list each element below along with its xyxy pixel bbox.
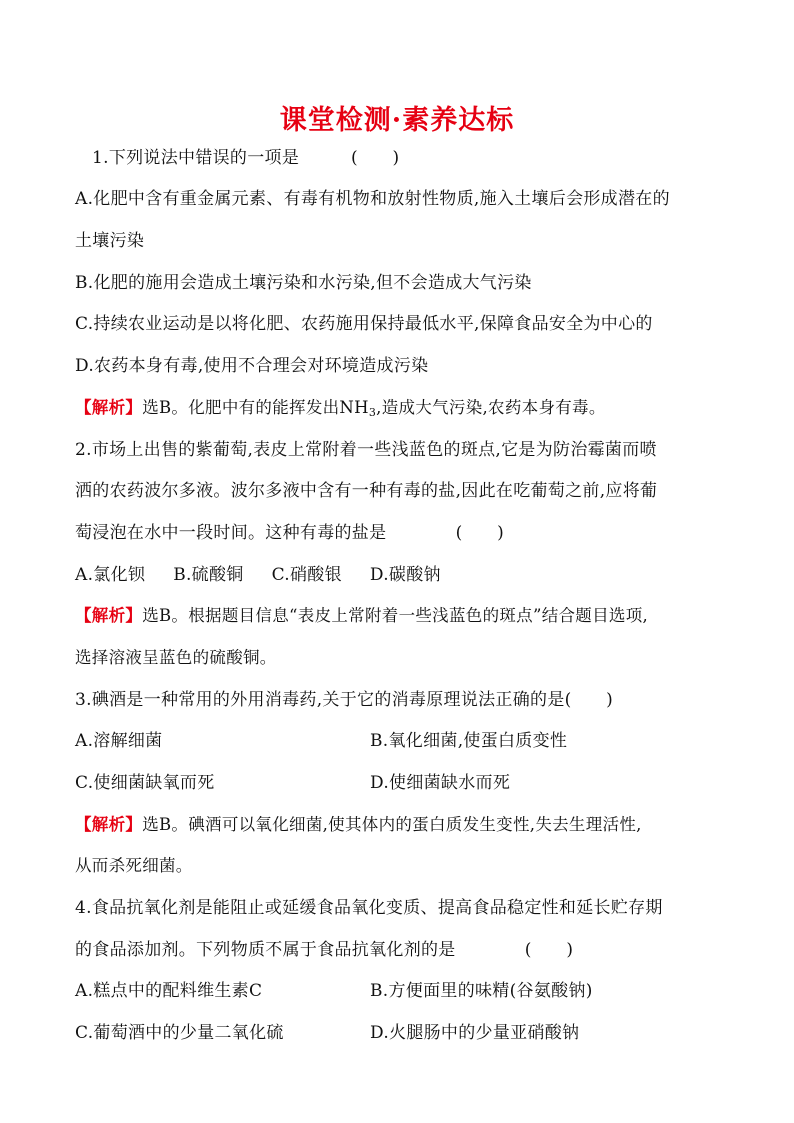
q1-answer-text-end: ,造成大气污染,农药本身有毒。	[376, 398, 606, 417]
q1-option-b: B.化肥的施用会造成土壤污染和水污染,但不会造成大气污染	[75, 273, 532, 293]
q4-option-a: A.糕点中的配料维生素C	[75, 981, 263, 1001]
q4-option-d: D.火腿肠中的少量亚硝酸钠	[370, 1023, 580, 1043]
q3-option-d: D.使细菌缺水而死	[370, 773, 511, 793]
q1-option-c: C.持续农业运动是以将化肥、农药施用保持最低水平,保障食品安全为中心的	[75, 314, 653, 334]
q2-answer-line2: 选择溶液呈蓝色的硫酸铜。	[75, 648, 277, 667]
q3-option-c: C.使细菌缺氧而死	[75, 773, 215, 793]
analysis-tag: 【解析】	[75, 815, 143, 834]
q2-answer-text: 选B。根据题目信息“表皮上常附着一些浅蓝色的斑点”结合题目选项,	[142, 606, 649, 625]
q1-option-a-line2: 土壤污染	[75, 231, 145, 251]
q1-answer	[75, 397, 735, 419]
q3-answer-line2: 从而杀死细菌。	[75, 856, 193, 875]
q2-option-b: B.硫酸铜	[173, 565, 244, 585]
q4-options-row2	[75, 1022, 735, 1044]
q3-stem: 3.碘酒是一种常用的外用消毒药,关于它的消毒原理说法正确的是( )	[75, 690, 614, 710]
q2-options	[75, 564, 735, 586]
q2-stem-line1: 2.市场上出售的紫葡萄,表皮上常附着一些浅蓝色的斑点,它是为防治霉菌而喷	[75, 440, 657, 460]
q1-answer-subscript: 3	[368, 406, 377, 419]
q4-stem-line2: 的食品添加剂。下列物质不属于食品抗氧化剂的是 ( )	[75, 940, 574, 960]
q4-option-b: B.方便面里的味精(谷氨酸钠)	[370, 981, 593, 1001]
q1-option-a-line1: A.化肥中含有重金属元素、有毒有机物和放射性物质,施入土壤后会形成潜在的	[75, 189, 670, 209]
q4-option-c: C.葡萄酒中的少量二氧化硫	[75, 1023, 284, 1043]
q2-stem-line3: 萄浸泡在水中一段时间。这种有毒的盐是 ( )	[75, 523, 505, 543]
q2-stem-line2: 洒的农药波尔多液。波尔多液中含有一种有毒的盐,因此在吃葡萄之前,应将葡	[75, 481, 658, 501]
q2-option-a: A.氯化钡	[75, 565, 146, 585]
q3-options-row2	[75, 772, 735, 794]
q3-option-a: A.溶解细菌	[75, 731, 163, 751]
q3-option-b: B.氧化细菌,使蛋白质变性	[370, 731, 568, 751]
q4-stem-line1: 4.食品抗氧化剂是能阻止或延缓食品氧化变质、提高食品稳定性和延长贮存期	[75, 898, 663, 918]
q1-answer-text: 选B。化肥中有的能挥发出NH	[142, 398, 369, 417]
analysis-tag: 【解析】	[75, 606, 143, 625]
q4-options-row1	[75, 980, 735, 1002]
q1-option-d: D.农药本身有毒,使用不合理会对环境造成污染	[75, 356, 429, 376]
q2-option-c: C.硝酸银	[271, 565, 342, 585]
q3-options-row1	[75, 730, 735, 752]
analysis-tag: 【解析】	[75, 398, 143, 417]
q1-stem: 1.下列说法中错误的一项是 ( )	[92, 148, 400, 168]
q2-option-d: D.碳酸钠	[369, 565, 441, 585]
q3-answer-text: 选B。碘酒可以氧化细菌,使其体内的蛋白质发生变性,失去生理活性,	[142, 815, 642, 834]
q3-answer	[75, 814, 735, 836]
page-title: 课堂检测·素养达标	[279, 105, 515, 136]
q2-answer	[75, 605, 735, 627]
